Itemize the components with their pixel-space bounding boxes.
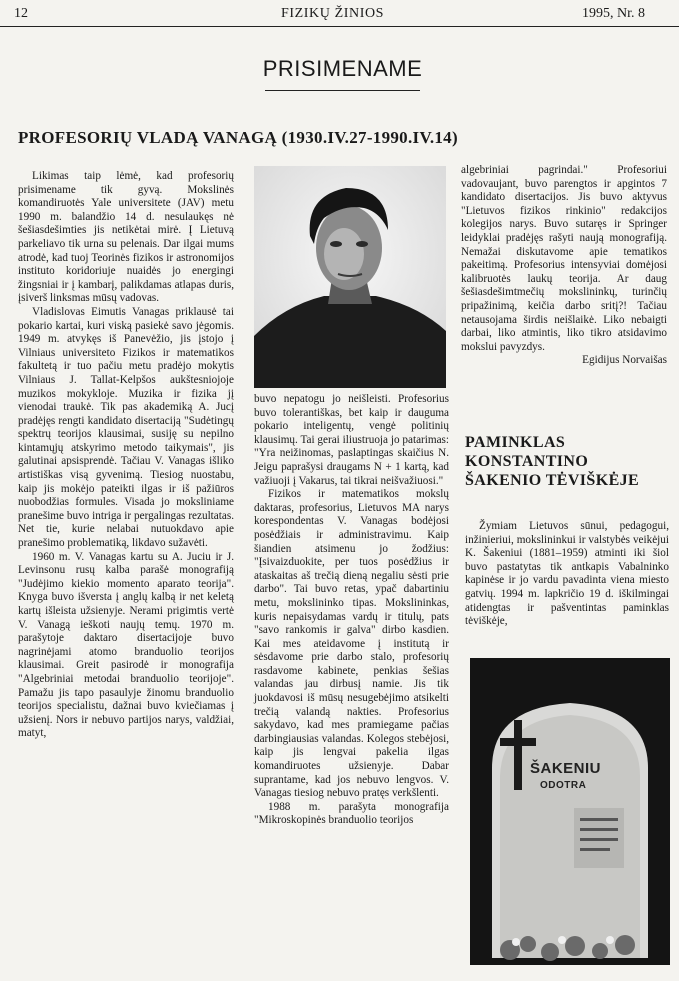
paragraph: 1988 m. parašyta monografija "Mikroskopinės branduolio teorijos [254,800,449,827]
section-underline [265,90,420,91]
article2-headline [465,433,665,490]
headline-line: ŠAKENIO TĖVIŠKĖJE [465,472,640,489]
journal-title: FIZIKŲ ŽINIOS [281,6,385,21]
paragraph: Fizikos ir matematikos mokslų daktaras, profesorius, Lietuvos MA narys korespondentas V. Vanagas bodėjosi posėdžiais ir administravimu. Kaip šiandien atsimenu jo žodžius: "Įsivaizduokite, per tuos posėdžius ir ataskaitas aš trečią dieną negaliu sėsti prie darbo". Tai buvo retas, ypač dabartiniu metu, mokslininko tipas. Mokslininkas, kuris nepaisydamas vardų ir titulų, pats "savo rankomis ir galva" dirbo kasdien. Kai mes ateidavome į institutą ir sėsdavome prie darbo stalo, profesorių rasdavome kabinete, penkias šešias valandas jau dirbusį namie. Jis tik juokdavosi iš mūsų nesugebėjimo atsikelti trečią valandą nakties. Profesorius sakydavo, kad mes pramiegame pačias darbingiausias valandas. Kolegos stebėjosi, kaip jis lengvai pakelia ilgas komandiruotes užsienyje. Dabar suprantame, kad jos nebuvo lengvos. V. Vanagas tiesiog nebuvo pratęs verkšlenti. [254,488,449,800]
headline-line: KONSTANTINO [465,453,589,470]
monument-image [470,658,670,965]
article-column-3 [461,164,667,414]
paragraph: 1960 m. V. Vanagas kartu su A. Juciu ir J. Levinsonu rusų kalba parašė monografiją "Judėjimo kiekio momento aparato teorija". Knyga buvo išversta į anglų kalbą ir net keletą kartų išleista užsienyje. Nerami prigimtis vertė V. Vanagą ieškoti naujų temų. 1970 m. parašytoje daktaro disertacijoje buvo nagrinėjami atomo branduolio teorijos klausimai. Greit pasirodė ir monografija "Algebriniai metodai branduolio teorijoje". Pamažu jis tapo pasaulyje žinomu branduolio teorijos specialistu, dažnai buvo kviečiamas į užsienį. Nors ir nebuvo partijos narys, valdžiai, matyt, [18,550,234,740]
author-signature: Egidijus Norvaišas [582,354,667,367]
article-column-1 [18,170,234,970]
paragraph: Likimas taip lėmė, kad profesorių prisimename tik gyvą. Mokslinės komandiruotės Yale universitete (JAV) metu 1990 m. balandžio 14 d. nesulaukęs nė šešiasdešimties jis netikėtai mirė. Į Lietuvą parkeliavo tik urna su pelenais. Dar ilgai mums atrodė, kad tuoj Teorinės fizikos ir astronomijos instituto koridoriuje nuaidės jo energingi žingsniai ir į kambarį, palikdamas atlapas duris, įsiverš linksmas mūsų vadovas. [18,170,234,305]
monument-photo [470,658,670,965]
monument-subtext: ODOTRA [540,780,587,791]
paragraph: Žymiam Lietuvos sūnui, pedagogui, inžinieriui, mokslininkui ir valstybės veikėjui K. Šakeniui (1881–1959) atminti iki šiol buvo pastatytas tik antkapis Vabalninko kapinėse ir jo vardu pavadinta viena miesto gatvių. 1994 m. lapkričio 19 d. iškilmingai atidengtas ir pašventintas paminklas tėviškėje, [465,520,669,628]
page-number: 12 [14,6,28,21]
headline-line: PAMINKLAS [465,434,566,451]
portrait-photo [254,166,446,388]
header-rule [0,26,679,27]
issue-number: 1995, Nr. 8 [582,6,645,21]
paragraph: algebriniai pagrindai." Profesoriui vadovaujant, buvo parengtos ir apgintos 7 kandidato disertacijos. Jis buvo aktyvus "Lietuvos fizikos rinkinio" redakcijos kolegijos narys. Buvo sutaręs ir Springer leidyklai pradėjęs rašyti naują monografiją. Nemažai diskutavome apie tematikos pakeitimą. Profesorius intensyviai domėjosi kalibruotės laukų teorija. Ar daug šešiasdešimtmečių mokslininkų, turinčių pripažinimą, keičia darbo sritį?! Tačiau netausojama širdis neišlaikė. Liko nebaigti darbai, liko atmintis, liko tikro atsidavimo mokslui pavyzdys. [461,164,667,353]
monument-name-text: ŠAKENIU [530,760,602,777]
paragraph: Vladislovas Eimutis Vanagas priklausė tai pokario kartai, kuri viską pasiekė savo jėgomis. 1949 m. atvykęs iš Panevėžio, jis įstojo į Vilniaus universiteto Fizikos ir matematikos fakultetą ir tuo pačiu metu pradėjo mokytis Vilniaus J. Tallat-Kelpšos aukštesniojoje muzikos mokykloje. Muzika ir fizika jį vienodai traukė. Tik pas akademiką A. Jucį pradėjęs rengti kandidato disertaciją "Sudėtingų spektrų teorijos klausimai, susiję su nepilno kintamųjų atskyrimo metodo taikymais", jis galutinai apsisprendė. Tačiau V. Vanagas išliko artistiškas visą gyvenimą. Tiesiog nuostabu, kaip jis mokėjo pateikti ilgas ir iš pažiūros nuobodžias formules. Visada jo moksliniame pranešime buvo intriga ir pergalingas rezultatas. Net tie, kurie nelabai nutuokdavo apie pranešimo problematiką, likdavo sužavėti. [18,305,234,550]
paragraph: buvo nepatogu jo neišleisti. Profesorius buvo tolerantiškas, bet kaip ir dauguma pokario inteligentų, vengė politinių klausimų. Tai gerai iliustruoja jo patarimas: "Yra neižinomas, paslaptingas skaičius N. Jeigu paprašysi draugams N + 1 kartą, kad važiuoji į Vakarus, tai tikrai neišvažiuosi." [254,393,449,487]
section-title: PRISIMENAME [262,56,423,81]
article2-text [465,520,669,650]
article-column-2 [254,393,449,973]
article-headline: PROFESORIŲ VLADĄ VANAGĄ (1930.IV.27-1990.IV.14) [18,128,458,147]
portrait-image [254,166,446,388]
